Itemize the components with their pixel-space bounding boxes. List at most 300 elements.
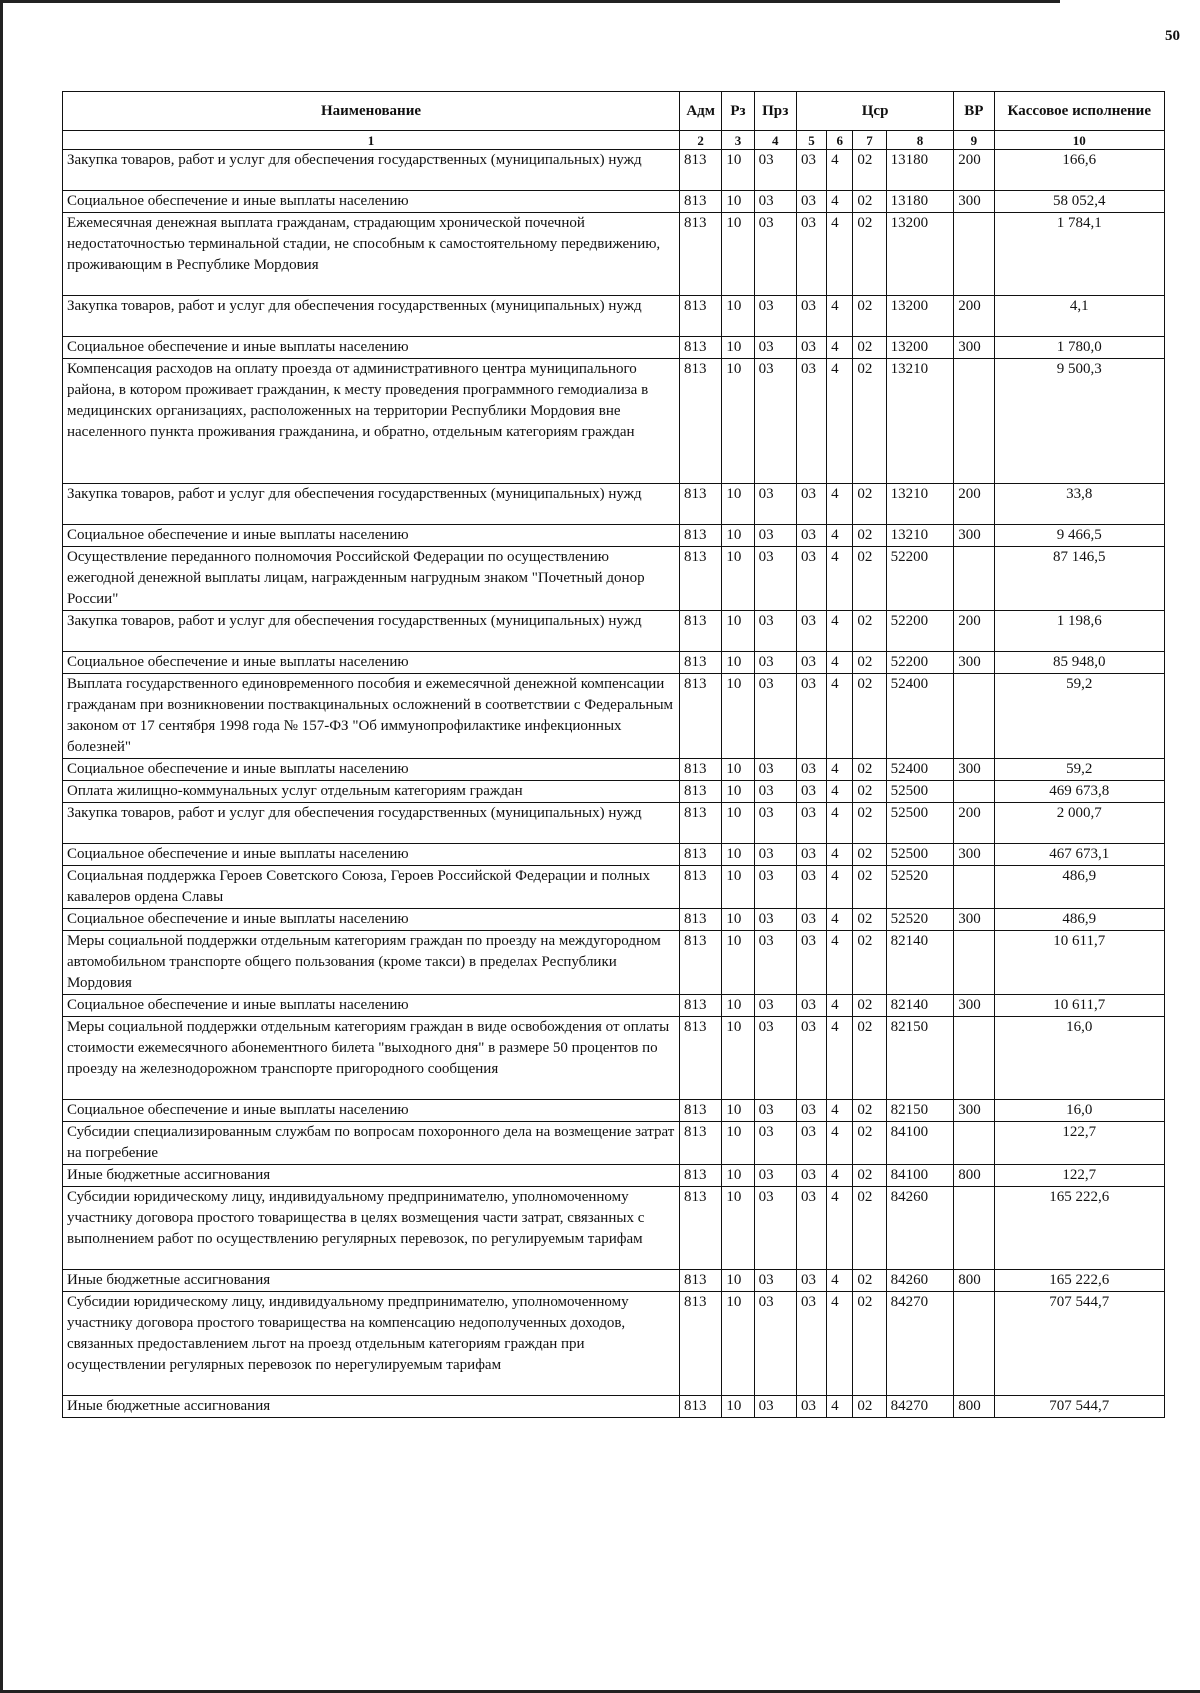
table-header-row — [63, 92, 1165, 131]
column-number: 10 — [994, 131, 1164, 150]
vr-code-cell: 300 — [954, 1100, 994, 1122]
amount-cell: 16,0 — [994, 1017, 1164, 1100]
prz-code-cell: 03 — [754, 150, 796, 191]
rz-code-cell: 10 — [722, 995, 754, 1017]
csr-type-cell: 4 — [827, 1165, 853, 1187]
vr-code-cell — [954, 931, 994, 995]
csr-program-cell: 03 — [796, 652, 826, 674]
rz-code-cell: 10 — [722, 150, 754, 191]
prz-code-cell: 03 — [754, 803, 796, 844]
prz-code-cell: 03 — [754, 1100, 796, 1122]
csr-subprogram-cell: 02 — [853, 931, 886, 995]
csr-type-cell: 4 — [827, 611, 853, 652]
rz-code-cell: 10 — [722, 1187, 754, 1270]
csr-direction-cell: 84100 — [886, 1165, 954, 1187]
csr-type-cell: 4 — [827, 1270, 853, 1292]
adm-code-cell: 813 — [680, 866, 722, 909]
prz-code-cell: 03 — [754, 1122, 796, 1165]
rz-code-cell: 10 — [722, 652, 754, 674]
row-name-cell: Закупка товаров, работ и услуг для обеспечения государственных (муниципальных) нужд — [63, 296, 680, 337]
csr-type-cell: 4 — [827, 525, 853, 547]
header-adm: Адм — [680, 92, 722, 131]
csr-subprogram-cell: 02 — [853, 844, 886, 866]
row-name-cell: Выплата государственного единовременного пособия и ежемесячной денежной компенсации гражданам при возникновении поствакцинальных осложнений в соответствии с Федеральным законом от 17 сентября 1998 года № 157-ФЗ "Об иммунопрофилактике инфекционных болезней" — [63, 674, 680, 759]
column-number: 5 — [796, 131, 826, 150]
adm-code-cell: 813 — [680, 484, 722, 525]
vr-code-cell — [954, 1187, 994, 1270]
vr-code-cell: 300 — [954, 191, 994, 213]
table-row — [63, 1017, 1165, 1100]
amount-cell: 16,0 — [994, 1100, 1164, 1122]
table-row — [63, 1122, 1165, 1165]
csr-type-cell: 4 — [827, 652, 853, 674]
prz-code-cell: 03 — [754, 674, 796, 759]
csr-program-cell: 03 — [796, 525, 826, 547]
amount-cell: 469 673,8 — [994, 781, 1164, 803]
adm-code-cell: 813 — [680, 337, 722, 359]
csr-program-cell: 03 — [796, 909, 826, 931]
amount-cell: 9 466,5 — [994, 525, 1164, 547]
prz-code-cell: 03 — [754, 995, 796, 1017]
csr-program-cell: 03 — [796, 337, 826, 359]
csr-type-cell: 4 — [827, 1017, 853, 1100]
csr-subprogram-cell: 02 — [853, 1017, 886, 1100]
amount-cell: 10 611,7 — [994, 931, 1164, 995]
table-body — [63, 150, 1165, 1418]
csr-type-cell: 4 — [827, 803, 853, 844]
csr-direction-cell: 52200 — [886, 652, 954, 674]
prz-code-cell: 03 — [754, 1396, 796, 1418]
csr-direction-cell: 84270 — [886, 1292, 954, 1396]
rz-code-cell: 10 — [722, 1396, 754, 1418]
csr-program-cell: 03 — [796, 150, 826, 191]
amount-cell: 486,9 — [994, 866, 1164, 909]
prz-code-cell: 03 — [754, 866, 796, 909]
adm-code-cell: 813 — [680, 1270, 722, 1292]
table-row — [63, 1270, 1165, 1292]
csr-direction-cell: 13210 — [886, 359, 954, 484]
vr-code-cell — [954, 547, 994, 611]
rz-code-cell: 10 — [722, 525, 754, 547]
row-name-cell: Субсидии юридическому лицу, индивидуальному предпринимателю, уполномоченному участнику договора простого товарищества в целях возмещения части затрат, связанных с выполнением работ по осуществлению регулярных перевозок, по регулируемым тарифам — [63, 1187, 680, 1270]
rz-code-cell: 10 — [722, 866, 754, 909]
csr-program-cell: 03 — [796, 213, 826, 296]
vr-code-cell — [954, 359, 994, 484]
prz-code-cell: 03 — [754, 296, 796, 337]
csr-subprogram-cell: 02 — [853, 525, 886, 547]
amount-cell: 4,1 — [994, 296, 1164, 337]
row-name-cell: Закупка товаров, работ и услуг для обеспечения государственных (муниципальных) нужд — [63, 611, 680, 652]
adm-code-cell: 813 — [680, 611, 722, 652]
csr-type-cell: 4 — [827, 337, 853, 359]
table-row — [63, 866, 1165, 909]
row-name-cell: Субсидии специализированным службам по вопросам похоронного дела на возмещение затрат на погребение — [63, 1122, 680, 1165]
adm-code-cell: 813 — [680, 1396, 722, 1418]
csr-subprogram-cell: 02 — [853, 213, 886, 296]
rz-code-cell: 10 — [722, 296, 754, 337]
csr-subprogram-cell: 02 — [853, 1270, 886, 1292]
rz-code-cell: 10 — [722, 1017, 754, 1100]
prz-code-cell: 03 — [754, 781, 796, 803]
csr-program-cell: 03 — [796, 1165, 826, 1187]
csr-subprogram-cell: 02 — [853, 337, 886, 359]
scan-border-left — [0, 0, 3, 1693]
prz-code-cell: 03 — [754, 1165, 796, 1187]
table-row — [63, 781, 1165, 803]
csr-type-cell: 4 — [827, 484, 853, 525]
row-name-cell: Осуществление переданного полномочия Российской Федерации по осуществлению ежегодной денежной выплаты лицам, награжденным нагрудным знаком "Почетный донор России" — [63, 547, 680, 611]
csr-type-cell: 4 — [827, 866, 853, 909]
header-vr: ВР — [954, 92, 994, 131]
csr-subprogram-cell: 02 — [853, 1187, 886, 1270]
row-name-cell: Социальное обеспечение и иные выплаты населению — [63, 191, 680, 213]
csr-subprogram-cell: 02 — [853, 759, 886, 781]
adm-code-cell: 813 — [680, 1017, 722, 1100]
csr-direction-cell: 84270 — [886, 1396, 954, 1418]
csr-type-cell: 4 — [827, 844, 853, 866]
vr-code-cell: 300 — [954, 844, 994, 866]
amount-cell: 707 544,7 — [994, 1396, 1164, 1418]
csr-program-cell: 03 — [796, 1017, 826, 1100]
csr-program-cell: 03 — [796, 1187, 826, 1270]
vr-code-cell — [954, 866, 994, 909]
csr-subprogram-cell: 02 — [853, 803, 886, 844]
row-name-cell: Закупка товаров, работ и услуг для обеспечения государственных (муниципальных) нужд — [63, 150, 680, 191]
prz-code-cell: 03 — [754, 652, 796, 674]
csr-program-cell: 03 — [796, 931, 826, 995]
csr-program-cell: 03 — [796, 1292, 826, 1396]
prz-code-cell: 03 — [754, 213, 796, 296]
adm-code-cell: 813 — [680, 759, 722, 781]
csr-subprogram-cell: 02 — [853, 611, 886, 652]
rz-code-cell: 10 — [722, 213, 754, 296]
rz-code-cell: 10 — [722, 1122, 754, 1165]
row-name-cell: Ежемесячная денежная выплата гражданам, страдающим хронической почечной недостаточностью терминальной стадии, не способным к самостоятельному передвижению, проживающим в Республике Мордовия — [63, 213, 680, 296]
csr-type-cell: 4 — [827, 150, 853, 191]
amount-cell: 1 198,6 — [994, 611, 1164, 652]
vr-code-cell: 200 — [954, 803, 994, 844]
row-name-cell: Социальное обеспечение и иные выплаты населению — [63, 909, 680, 931]
csr-type-cell: 4 — [827, 359, 853, 484]
vr-code-cell: 300 — [954, 909, 994, 931]
csr-subprogram-cell: 02 — [853, 1292, 886, 1396]
adm-code-cell: 813 — [680, 1165, 722, 1187]
vr-code-cell — [954, 781, 994, 803]
csr-type-cell: 4 — [827, 1122, 853, 1165]
vr-code-cell: 300 — [954, 525, 994, 547]
row-name-cell: Меры социальной поддержки отдельным категориям граждан в виде освобождения от оплаты стоимости ежемесячного абонементного билета "выходного дня" в размере 50 процентов по проезду на железнодорожном транспорте пригородного сообщения — [63, 1017, 680, 1100]
vr-code-cell — [954, 1292, 994, 1396]
csr-direction-cell: 13200 — [886, 296, 954, 337]
vr-code-cell — [954, 213, 994, 296]
amount-cell: 486,9 — [994, 909, 1164, 931]
amount-cell: 58 052,4 — [994, 191, 1164, 213]
prz-code-cell: 03 — [754, 337, 796, 359]
table-row — [63, 484, 1165, 525]
csr-subprogram-cell: 02 — [853, 359, 886, 484]
prz-code-cell: 03 — [754, 1292, 796, 1396]
budget-execution-table — [62, 91, 1165, 1418]
header-cash-execution: Кассовое исполнение — [994, 92, 1164, 131]
column-number: 7 — [853, 131, 886, 150]
csr-direction-cell: 52520 — [886, 866, 954, 909]
row-name-cell: Социальное обеспечение и иные выплаты населению — [63, 844, 680, 866]
rz-code-cell: 10 — [722, 844, 754, 866]
csr-direction-cell: 82150 — [886, 1100, 954, 1122]
rz-code-cell: 10 — [722, 909, 754, 931]
csr-program-cell: 03 — [796, 484, 826, 525]
row-name-cell: Иные бюджетные ассигнования — [63, 1165, 680, 1187]
table-row — [63, 296, 1165, 337]
csr-type-cell: 4 — [827, 1396, 853, 1418]
csr-direction-cell: 52500 — [886, 803, 954, 844]
csr-subprogram-cell: 02 — [853, 995, 886, 1017]
csr-direction-cell: 13200 — [886, 337, 954, 359]
table-row — [63, 337, 1165, 359]
adm-code-cell: 813 — [680, 1100, 722, 1122]
csr-subprogram-cell: 02 — [853, 866, 886, 909]
row-name-cell: Социальная поддержка Героев Советского Союза, Героев Российской Федерации и полных кавалеров ордена Славы — [63, 866, 680, 909]
table-row — [63, 909, 1165, 931]
row-name-cell: Оплата жилищно-коммунальных услуг отдельным категориям граждан — [63, 781, 680, 803]
csr-direction-cell: 82140 — [886, 995, 954, 1017]
csr-type-cell: 4 — [827, 1187, 853, 1270]
vr-code-cell: 200 — [954, 484, 994, 525]
csr-type-cell: 4 — [827, 995, 853, 1017]
amount-cell: 85 948,0 — [994, 652, 1164, 674]
csr-program-cell: 03 — [796, 359, 826, 484]
table-row — [63, 844, 1165, 866]
rz-code-cell: 10 — [722, 1292, 754, 1396]
csr-direction-cell: 13210 — [886, 525, 954, 547]
scan-border-top — [0, 0, 1060, 3]
amount-cell: 707 544,7 — [994, 1292, 1164, 1396]
csr-type-cell: 4 — [827, 909, 853, 931]
adm-code-cell: 813 — [680, 909, 722, 931]
column-number-row — [63, 131, 1165, 150]
csr-program-cell: 03 — [796, 1270, 826, 1292]
rz-code-cell: 10 — [722, 484, 754, 525]
vr-code-cell — [954, 1017, 994, 1100]
table-row — [63, 674, 1165, 759]
csr-direction-cell: 52520 — [886, 909, 954, 931]
row-name-cell: Меры социальной поддержки отдельным категориям граждан по проезду на междугородном автомобильном транспорте общего пользования (кроме такси) в пределах Республики Мордовия — [63, 931, 680, 995]
csr-subprogram-cell: 02 — [853, 1396, 886, 1418]
row-name-cell: Социальное обеспечение и иные выплаты населению — [63, 525, 680, 547]
rz-code-cell: 10 — [722, 759, 754, 781]
column-number: 9 — [954, 131, 994, 150]
rz-code-cell: 10 — [722, 191, 754, 213]
table-row — [63, 1292, 1165, 1396]
csr-program-cell: 03 — [796, 1100, 826, 1122]
csr-program-cell: 03 — [796, 611, 826, 652]
rz-code-cell: 10 — [722, 1100, 754, 1122]
adm-code-cell: 813 — [680, 931, 722, 995]
csr-program-cell: 03 — [796, 995, 826, 1017]
csr-subprogram-cell: 02 — [853, 674, 886, 759]
csr-subprogram-cell: 02 — [853, 150, 886, 191]
prz-code-cell: 03 — [754, 1270, 796, 1292]
csr-type-cell: 4 — [827, 931, 853, 995]
vr-code-cell: 800 — [954, 1396, 994, 1418]
amount-cell: 59,2 — [994, 674, 1164, 759]
rz-code-cell: 10 — [722, 359, 754, 484]
row-name-cell: Закупка товаров, работ и услуг для обеспечения государственных (муниципальных) нужд — [63, 803, 680, 844]
adm-code-cell: 813 — [680, 674, 722, 759]
csr-program-cell: 03 — [796, 674, 826, 759]
csr-program-cell: 03 — [796, 759, 826, 781]
prz-code-cell: 03 — [754, 844, 796, 866]
csr-program-cell: 03 — [796, 781, 826, 803]
prz-code-cell: 03 — [754, 909, 796, 931]
csr-subprogram-cell: 02 — [853, 484, 886, 525]
csr-direction-cell: 13200 — [886, 213, 954, 296]
csr-direction-cell: 52400 — [886, 674, 954, 759]
row-name-cell: Социальное обеспечение и иные выплаты населению — [63, 995, 680, 1017]
csr-direction-cell: 52500 — [886, 844, 954, 866]
table-row — [63, 1187, 1165, 1270]
csr-type-cell: 4 — [827, 1100, 853, 1122]
row-name-cell: Социальное обеспечение и иные выплаты населению — [63, 337, 680, 359]
rz-code-cell: 10 — [722, 547, 754, 611]
csr-subprogram-cell: 02 — [853, 547, 886, 611]
csr-subprogram-cell: 02 — [853, 652, 886, 674]
adm-code-cell: 813 — [680, 995, 722, 1017]
vr-code-cell: 800 — [954, 1165, 994, 1187]
prz-code-cell: 03 — [754, 191, 796, 213]
table-row — [63, 759, 1165, 781]
csr-subprogram-cell: 02 — [853, 781, 886, 803]
table-row — [63, 1100, 1165, 1122]
header-prz: Прз — [754, 92, 796, 131]
amount-cell: 166,6 — [994, 150, 1164, 191]
table-row — [63, 213, 1165, 296]
amount-cell: 10 611,7 — [994, 995, 1164, 1017]
adm-code-cell: 813 — [680, 296, 722, 337]
prz-code-cell: 03 — [754, 547, 796, 611]
csr-program-cell: 03 — [796, 803, 826, 844]
vr-code-cell: 200 — [954, 611, 994, 652]
csr-program-cell: 03 — [796, 547, 826, 611]
csr-type-cell: 4 — [827, 781, 853, 803]
row-name-cell: Субсидии юридическому лицу, индивидуальному предпринимателю, уполномоченному участнику договора простого товарищества на компенсацию недополученных доходов, связанных предоставлением льгот на проезд отдельным категориям граждан при осуществлении регулярных перевозок по нерегулируемым тарифам — [63, 1292, 680, 1396]
csr-direction-cell: 84100 — [886, 1122, 954, 1165]
rz-code-cell: 10 — [722, 1165, 754, 1187]
amount-cell: 1 780,0 — [994, 337, 1164, 359]
csr-direction-cell: 52400 — [886, 759, 954, 781]
adm-code-cell: 813 — [680, 781, 722, 803]
csr-program-cell: 03 — [796, 191, 826, 213]
adm-code-cell: 813 — [680, 1122, 722, 1165]
csr-program-cell: 03 — [796, 296, 826, 337]
row-name-cell: Социальное обеспечение и иные выплаты населению — [63, 1100, 680, 1122]
prz-code-cell: 03 — [754, 1187, 796, 1270]
amount-cell: 33,8 — [994, 484, 1164, 525]
amount-cell: 165 222,6 — [994, 1187, 1164, 1270]
row-name-cell: Социальное обеспечение и иные выплаты населению — [63, 652, 680, 674]
vr-code-cell: 200 — [954, 150, 994, 191]
column-number: 6 — [827, 131, 853, 150]
vr-code-cell: 200 — [954, 296, 994, 337]
csr-direction-cell: 84260 — [886, 1187, 954, 1270]
rz-code-cell: 10 — [722, 803, 754, 844]
adm-code-cell: 813 — [680, 652, 722, 674]
prz-code-cell: 03 — [754, 611, 796, 652]
column-number: 4 — [754, 131, 796, 150]
amount-cell: 9 500,3 — [994, 359, 1164, 484]
table-row — [63, 995, 1165, 1017]
rz-code-cell: 10 — [722, 674, 754, 759]
prz-code-cell: 03 — [754, 931, 796, 995]
header-rz: Рз — [722, 92, 754, 131]
csr-type-cell: 4 — [827, 759, 853, 781]
csr-direction-cell: 84260 — [886, 1270, 954, 1292]
table-row — [63, 150, 1165, 191]
csr-direction-cell: 13180 — [886, 191, 954, 213]
table-row — [63, 547, 1165, 611]
adm-code-cell: 813 — [680, 359, 722, 484]
amount-cell: 165 222,6 — [994, 1270, 1164, 1292]
vr-code-cell: 300 — [954, 995, 994, 1017]
csr-type-cell: 4 — [827, 191, 853, 213]
adm-code-cell: 813 — [680, 213, 722, 296]
csr-direction-cell: 13210 — [886, 484, 954, 525]
rz-code-cell: 10 — [722, 337, 754, 359]
vr-code-cell: 800 — [954, 1270, 994, 1292]
csr-direction-cell: 52200 — [886, 547, 954, 611]
adm-code-cell: 813 — [680, 1292, 722, 1396]
adm-code-cell: 813 — [680, 150, 722, 191]
csr-program-cell: 03 — [796, 844, 826, 866]
csr-direction-cell: 82150 — [886, 1017, 954, 1100]
csr-direction-cell: 52200 — [886, 611, 954, 652]
table-row — [63, 191, 1165, 213]
rz-code-cell: 10 — [722, 781, 754, 803]
table-row — [63, 931, 1165, 995]
column-number: 1 — [63, 131, 680, 150]
rz-code-cell: 10 — [722, 931, 754, 995]
vr-code-cell — [954, 674, 994, 759]
amount-cell: 122,7 — [994, 1165, 1164, 1187]
adm-code-cell: 813 — [680, 1187, 722, 1270]
row-name-cell: Компенсация расходов на оплату проезда от административного центра муниципального района, в котором проживает гражданин, к месту проведения программного гемодиализа в медицинских организациях, расположенных на территории Республики Мордовия вне населенного пункта проживания гражданина, и обратно, отдельным категориям граждан — [63, 359, 680, 484]
adm-code-cell: 813 — [680, 191, 722, 213]
prz-code-cell: 03 — [754, 359, 796, 484]
adm-code-cell: 813 — [680, 547, 722, 611]
row-name-cell: Иные бюджетные ассигнования — [63, 1396, 680, 1418]
csr-direction-cell: 82140 — [886, 931, 954, 995]
csr-type-cell: 4 — [827, 547, 853, 611]
csr-program-cell: 03 — [796, 866, 826, 909]
vr-code-cell: 300 — [954, 652, 994, 674]
table-row — [63, 1165, 1165, 1187]
amount-cell: 1 784,1 — [994, 213, 1164, 296]
csr-direction-cell: 52500 — [886, 781, 954, 803]
row-name-cell: Закупка товаров, работ и услуг для обеспечения государственных (муниципальных) нужд — [63, 484, 680, 525]
csr-subprogram-cell: 02 — [853, 1100, 886, 1122]
vr-code-cell: 300 — [954, 759, 994, 781]
csr-subprogram-cell: 02 — [853, 296, 886, 337]
table-row — [63, 1396, 1165, 1418]
row-name-cell: Социальное обеспечение и иные выплаты населению — [63, 759, 680, 781]
csr-type-cell: 4 — [827, 296, 853, 337]
csr-program-cell: 03 — [796, 1396, 826, 1418]
csr-type-cell: 4 — [827, 213, 853, 296]
amount-cell: 467 673,1 — [994, 844, 1164, 866]
csr-type-cell: 4 — [827, 1292, 853, 1396]
table-row — [63, 359, 1165, 484]
adm-code-cell: 813 — [680, 803, 722, 844]
